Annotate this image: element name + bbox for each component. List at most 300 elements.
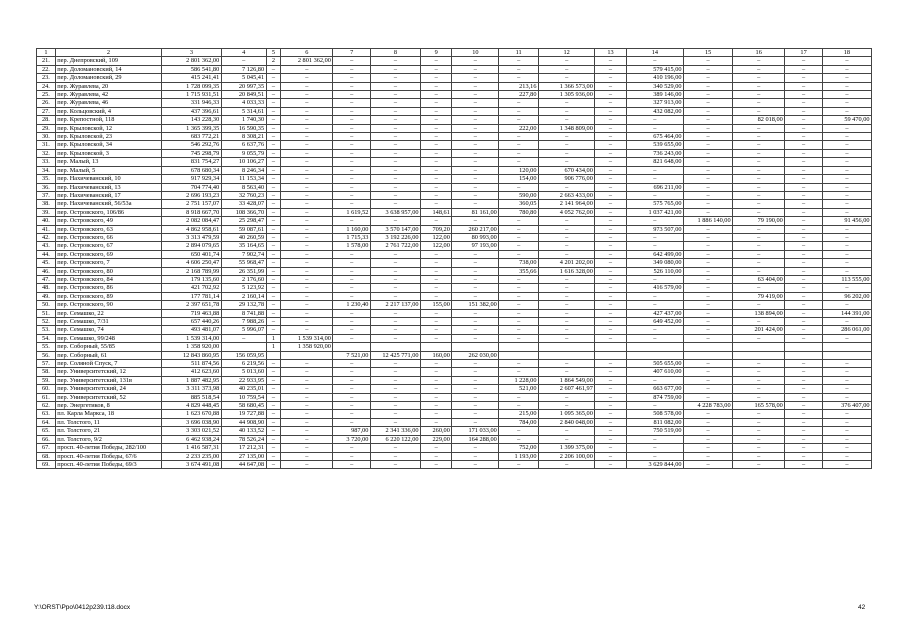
value-cell: – — [595, 334, 626, 342]
value-cell: – — [370, 284, 420, 292]
value-cell: 427 437,00 — [626, 309, 683, 317]
value-cell: – — [281, 124, 333, 132]
value-cell: – — [733, 191, 785, 199]
value-cell: – — [333, 402, 371, 410]
row-number-cell: 23. — [37, 74, 56, 82]
address-cell: пер. Нахичеванский, 17 — [55, 191, 161, 199]
value-cell: – — [595, 175, 626, 183]
value-cell: – — [538, 284, 594, 292]
address-cell: пер. Крыловской, 23 — [55, 133, 161, 141]
value-cell: – — [626, 166, 683, 174]
value-cell: – — [626, 334, 683, 342]
table-row — [37, 343, 872, 351]
value-cell: – — [266, 318, 281, 326]
address-cell: пер. Островского, 66 — [55, 233, 161, 241]
value-cell: – — [452, 141, 499, 149]
value-cell: – — [626, 376, 683, 384]
table-row — [37, 292, 872, 300]
value-cell: – — [595, 57, 626, 65]
value-cell: 412 623,60 — [162, 368, 221, 376]
value-cell: – — [595, 418, 626, 426]
value-cell: – — [370, 149, 420, 157]
value-cell: – — [266, 418, 281, 426]
column-header: 11 — [499, 49, 539, 57]
value-cell: – — [333, 158, 371, 166]
value-cell: – — [281, 326, 333, 334]
value-cell: 973 507,00 — [626, 225, 683, 233]
value-cell: – — [281, 225, 333, 233]
value-cell: – — [333, 175, 371, 183]
value-cell: – — [822, 301, 871, 309]
table-row — [37, 418, 872, 426]
value-cell: – — [733, 175, 785, 183]
value-cell: 987,00 — [333, 427, 371, 435]
value-cell: – — [822, 166, 871, 174]
value-cell: – — [281, 149, 333, 157]
value-cell: – — [421, 360, 452, 368]
value-cell: – — [499, 149, 539, 157]
value-cell: 2 141 964,00 — [538, 200, 594, 208]
value-cell: – — [684, 149, 733, 157]
value-cell: – — [538, 275, 594, 283]
address-cell: пер. Семашко, 22 — [55, 309, 161, 317]
value-cell: 262 030,00 — [452, 351, 499, 359]
row-number-cell: 38. — [37, 200, 56, 208]
value-cell: – — [421, 166, 452, 174]
row-number-cell: 21. — [37, 57, 56, 65]
value-cell: – — [333, 57, 371, 65]
value-cell: – — [538, 149, 594, 157]
value-cell: – — [595, 183, 626, 191]
value-cell: – — [733, 225, 785, 233]
value-cell: 1 228,00 — [499, 376, 539, 384]
value-cell: – — [370, 250, 420, 258]
value-cell: – — [421, 116, 452, 124]
value-cell: 227,80 — [499, 91, 539, 99]
value-cell: 171 033,00 — [452, 427, 499, 435]
data-table — [36, 48, 872, 469]
value-cell: – — [333, 191, 371, 199]
value-cell: 410 196,00 — [626, 74, 683, 82]
value-cell: – — [595, 301, 626, 309]
value-cell: – — [452, 158, 499, 166]
value-cell: 63 404,00 — [733, 275, 785, 283]
table-row — [37, 444, 872, 452]
value-cell: – — [733, 452, 785, 460]
value-cell: – — [370, 191, 420, 199]
table-row — [37, 217, 872, 225]
value-cell: 389 146,00 — [626, 91, 683, 99]
value-cell: – — [370, 275, 420, 283]
address-cell: пер. Университетский, 52 — [55, 393, 161, 401]
value-cell — [684, 343, 733, 351]
value-cell: 736 243,00 — [626, 149, 683, 157]
value-cell: – — [733, 360, 785, 368]
table-row — [37, 158, 872, 166]
value-cell: – — [538, 133, 594, 141]
value-cell: – — [595, 376, 626, 384]
value-cell: – — [370, 107, 420, 115]
address-cell: пер. Журавлева, 42 — [55, 91, 161, 99]
value-cell: – — [595, 444, 626, 452]
value-cell: – — [281, 116, 333, 124]
value-cell: 33 428,07 — [221, 200, 266, 208]
value-cell: – — [281, 200, 333, 208]
value-cell: 1 887 482,95 — [162, 376, 221, 384]
value-cell: – — [421, 124, 452, 132]
value-cell: – — [626, 242, 683, 250]
value-cell: – — [266, 368, 281, 376]
value-cell: 3 696 038,90 — [162, 418, 221, 426]
value-cell: – — [421, 318, 452, 326]
value-cell: 663 677,00 — [626, 385, 683, 393]
value-cell: – — [785, 133, 823, 141]
value-cell: – — [733, 57, 785, 65]
table-row — [37, 452, 872, 460]
value-cell: – — [733, 376, 785, 384]
value-cell: – — [333, 385, 371, 393]
value-cell: – — [684, 200, 733, 208]
table-row — [37, 166, 872, 174]
row-number-cell: 34. — [37, 166, 56, 174]
address-cell: пер. Журавлева, 46 — [55, 99, 161, 107]
value-cell: 421 702,92 — [162, 284, 221, 292]
value-cell: 160,00 — [421, 351, 452, 359]
column-header: 15 — [684, 49, 733, 57]
value-cell: 32 760,23 — [221, 191, 266, 199]
value-cell: 3 311 373,98 — [162, 385, 221, 393]
value-cell: 508 578,00 — [626, 410, 683, 418]
value-cell: – — [266, 99, 281, 107]
table-row — [37, 427, 872, 435]
value-cell: – — [538, 334, 594, 342]
value-cell: 16 590,35 — [221, 124, 266, 132]
value-cell: – — [333, 460, 371, 468]
value-cell: – — [684, 158, 733, 166]
value-cell: – — [370, 116, 420, 124]
table-row — [37, 368, 872, 376]
value-cell: 7 988,26 — [221, 318, 266, 326]
value-cell: – — [499, 250, 539, 258]
value-cell: – — [421, 133, 452, 141]
row-number-cell: 42. — [37, 233, 56, 241]
value-cell — [822, 351, 871, 359]
address-cell: пер. Островского, 89 — [55, 292, 161, 300]
value-cell: – — [595, 99, 626, 107]
value-cell: – — [266, 275, 281, 283]
value-cell: – — [452, 57, 499, 65]
value-cell: 1 864 549,00 — [538, 376, 594, 384]
table-row — [37, 107, 872, 115]
value-cell: – — [733, 385, 785, 393]
value-cell: – — [452, 452, 499, 460]
row-number-cell: 67. — [37, 444, 56, 452]
value-cell: – — [822, 175, 871, 183]
value-cell: – — [684, 435, 733, 443]
value-cell: 8 563,40 — [221, 183, 266, 191]
value-cell: – — [822, 200, 871, 208]
value-cell: – — [785, 124, 823, 132]
table-row — [37, 250, 872, 258]
column-header: 16 — [733, 49, 785, 57]
value-cell: – — [281, 410, 333, 418]
value-cell: – — [822, 385, 871, 393]
value-cell: – — [785, 402, 823, 410]
value-cell: – — [684, 393, 733, 401]
value-cell: – — [684, 309, 733, 317]
value-cell: – — [684, 444, 733, 452]
value-cell: 138 894,00 — [733, 309, 785, 317]
value-cell: – — [452, 124, 499, 132]
value-cell: – — [822, 435, 871, 443]
address-cell: пер. Крыловской, 3 — [55, 149, 161, 157]
value-cell: – — [421, 175, 452, 183]
value-cell: – — [281, 284, 333, 292]
column-header: 8 — [370, 49, 420, 57]
value-cell: – — [684, 107, 733, 115]
value-cell: – — [281, 418, 333, 426]
value-cell: – — [333, 376, 371, 384]
table-row — [37, 149, 872, 157]
value-cell: – — [684, 410, 733, 418]
value-cell: – — [370, 410, 420, 418]
value-cell: – — [822, 82, 871, 90]
value-cell: – — [333, 74, 371, 82]
value-cell: – — [370, 267, 420, 275]
value-cell: – — [538, 65, 594, 73]
value-cell: – — [266, 452, 281, 460]
value-cell: – — [595, 116, 626, 124]
value-cell: – — [452, 410, 499, 418]
value-cell: – — [595, 233, 626, 241]
row-number-cell: 45. — [37, 259, 56, 267]
value-cell: – — [421, 368, 452, 376]
value-cell: – — [822, 133, 871, 141]
value-cell: 670 434,00 — [538, 166, 594, 174]
value-cell: 784,00 — [499, 418, 539, 426]
value-cell: – — [499, 284, 539, 292]
value-cell: 59 087,61 — [221, 225, 266, 233]
value-cell: 917 929,34 — [162, 175, 221, 183]
value-cell: – — [684, 141, 733, 149]
value-cell: – — [733, 183, 785, 191]
value-cell: – — [733, 427, 785, 435]
row-number-cell: 56. — [37, 351, 56, 359]
value-cell: – — [595, 427, 626, 435]
value-cell: – — [595, 385, 626, 393]
value-cell: 165 578,00 — [733, 402, 785, 410]
value-cell: – — [538, 74, 594, 82]
value-cell: 704 774,40 — [162, 183, 221, 191]
value-cell: – — [281, 166, 333, 174]
value-cell: – — [499, 393, 539, 401]
value-cell: – — [421, 275, 452, 283]
value-cell: – — [333, 292, 371, 300]
address-cell: пер. Семашко, 99/248 — [55, 334, 161, 342]
row-number-cell: 30. — [37, 133, 56, 141]
value-cell: – — [822, 259, 871, 267]
value-cell: – — [370, 141, 420, 149]
value-cell: – — [785, 242, 823, 250]
table-row — [37, 91, 872, 99]
value-cell: 407 610,00 — [626, 368, 683, 376]
value-cell: 493 481,07 — [162, 326, 221, 334]
value-cell: – — [822, 124, 871, 132]
value-cell: – — [452, 318, 499, 326]
value-cell — [499, 343, 539, 351]
value-cell: 2 894 079,65 — [162, 242, 221, 250]
value-cell: – — [421, 158, 452, 166]
value-cell: – — [822, 183, 871, 191]
value-cell: 44 647,08 — [221, 460, 266, 468]
value-cell: – — [333, 183, 371, 191]
value-cell: – — [822, 158, 871, 166]
value-cell: 1 358 920,00 — [281, 343, 333, 351]
value-cell: 521,00 — [499, 385, 539, 393]
value-cell: – — [684, 334, 733, 342]
value-cell: 10 106,27 — [221, 158, 266, 166]
value-cell: – — [595, 250, 626, 258]
value-cell: – — [684, 292, 733, 300]
value-cell: – — [421, 217, 452, 225]
table-row — [37, 233, 872, 241]
value-cell: – — [266, 82, 281, 90]
address-cell: пер. Нахичеванский, 13 — [55, 183, 161, 191]
value-cell: – — [595, 124, 626, 132]
table-row — [37, 191, 872, 199]
value-cell: 9 055,79 — [221, 149, 266, 157]
row-number-cell: 41. — [37, 225, 56, 233]
value-cell: – — [595, 225, 626, 233]
value-cell: 22 933,95 — [221, 376, 266, 384]
value-cell: – — [452, 418, 499, 426]
value-cell: – — [595, 158, 626, 166]
row-number-cell: 49. — [37, 292, 56, 300]
value-cell: – — [538, 99, 594, 107]
value-cell: – — [266, 284, 281, 292]
value-cell: – — [281, 217, 333, 225]
value-cell: – — [266, 74, 281, 82]
address-cell: пер. Малый, 13 — [55, 158, 161, 166]
value-cell: 58 680,45 — [221, 402, 266, 410]
value-cell: – — [421, 402, 452, 410]
address-cell: пер. Островского, 86 — [55, 284, 161, 292]
address-cell: просп. 40-летия Победы, 69/3 — [55, 460, 161, 468]
row-number-cell: 25. — [37, 91, 56, 99]
value-cell: – — [595, 452, 626, 460]
value-cell: – — [595, 410, 626, 418]
value-cell: – — [684, 275, 733, 283]
value-cell: – — [370, 65, 420, 73]
address-cell: пл. Толстого, 9/2 — [55, 435, 161, 443]
value-cell: 906 776,00 — [538, 175, 594, 183]
value-cell: 80 993,00 — [452, 233, 499, 241]
value-cell: – — [538, 301, 594, 309]
value-cell: – — [733, 284, 785, 292]
value-cell: – — [538, 242, 594, 250]
value-cell: 650 401,74 — [162, 250, 221, 258]
value-cell: 2 082 084,47 — [162, 217, 221, 225]
value-cell: 108 366,70 — [221, 208, 266, 216]
value-cell: 12 843 860,95 — [162, 351, 221, 359]
column-header: 7 — [333, 49, 371, 57]
value-cell: – — [626, 116, 683, 124]
column-header: 1 — [37, 49, 56, 57]
value-cell: – — [421, 284, 452, 292]
value-cell: – — [499, 133, 539, 141]
value-cell: – — [370, 166, 420, 174]
value-cell: 2 663 433,00 — [538, 191, 594, 199]
value-cell: – — [785, 385, 823, 393]
value-cell: – — [785, 427, 823, 435]
value-cell: – — [626, 124, 683, 132]
row-number-cell: 47. — [37, 275, 56, 283]
value-cell: 286 061,00 — [822, 326, 871, 334]
value-cell: – — [266, 376, 281, 384]
value-cell: – — [595, 82, 626, 90]
value-cell: – — [684, 259, 733, 267]
value-cell: 3 674 491,08 — [162, 460, 221, 468]
value-cell: 1 399 375,00 — [538, 444, 594, 452]
table-row — [37, 309, 872, 317]
value-cell: – — [333, 82, 371, 90]
value-cell: – — [452, 402, 499, 410]
value-cell: – — [452, 183, 499, 191]
address-cell: пл. Толстого, 11 — [55, 418, 161, 426]
table-header-row — [37, 49, 872, 57]
value-cell: – — [452, 116, 499, 124]
value-cell: – — [499, 74, 539, 82]
address-cell: пер. Островского, 49 — [55, 217, 161, 225]
value-cell: – — [281, 158, 333, 166]
value-cell: – — [452, 444, 499, 452]
value-cell: – — [822, 393, 871, 401]
table-row — [37, 410, 872, 418]
value-cell: – — [333, 444, 371, 452]
value-cell: – — [538, 326, 594, 334]
value-cell: – — [421, 91, 452, 99]
value-cell: 164 288,00 — [452, 435, 499, 443]
value-cell: 2 801 362,00 — [281, 57, 333, 65]
value-cell: – — [733, 208, 785, 216]
value-cell: – — [452, 259, 499, 267]
value-cell: – — [452, 360, 499, 368]
value-cell: – — [684, 385, 733, 393]
column-header: 3 — [162, 49, 221, 57]
value-cell: 2 751 157,07 — [162, 200, 221, 208]
value-cell: – — [333, 309, 371, 317]
value-cell: – — [684, 99, 733, 107]
value-cell: 82 018,00 — [733, 116, 785, 124]
value-cell: 78 526,24 — [221, 435, 266, 443]
table-row — [37, 133, 872, 141]
value-cell: – — [785, 275, 823, 283]
value-cell: 2 341 336,00 — [370, 427, 420, 435]
value-cell: – — [595, 318, 626, 326]
value-cell: – — [452, 99, 499, 107]
value-cell: – — [266, 301, 281, 309]
value-cell: 1 230,40 — [333, 301, 371, 309]
value-cell: – — [733, 410, 785, 418]
value-cell: – — [452, 149, 499, 157]
value-cell: 8 308,21 — [221, 133, 266, 141]
value-cell: 19 727,88 — [221, 410, 266, 418]
value-cell: 745 298,79 — [162, 149, 221, 157]
column-header: 18 — [822, 49, 871, 57]
value-cell: – — [822, 334, 871, 342]
value-cell: – — [499, 318, 539, 326]
value-cell: – — [421, 452, 452, 460]
